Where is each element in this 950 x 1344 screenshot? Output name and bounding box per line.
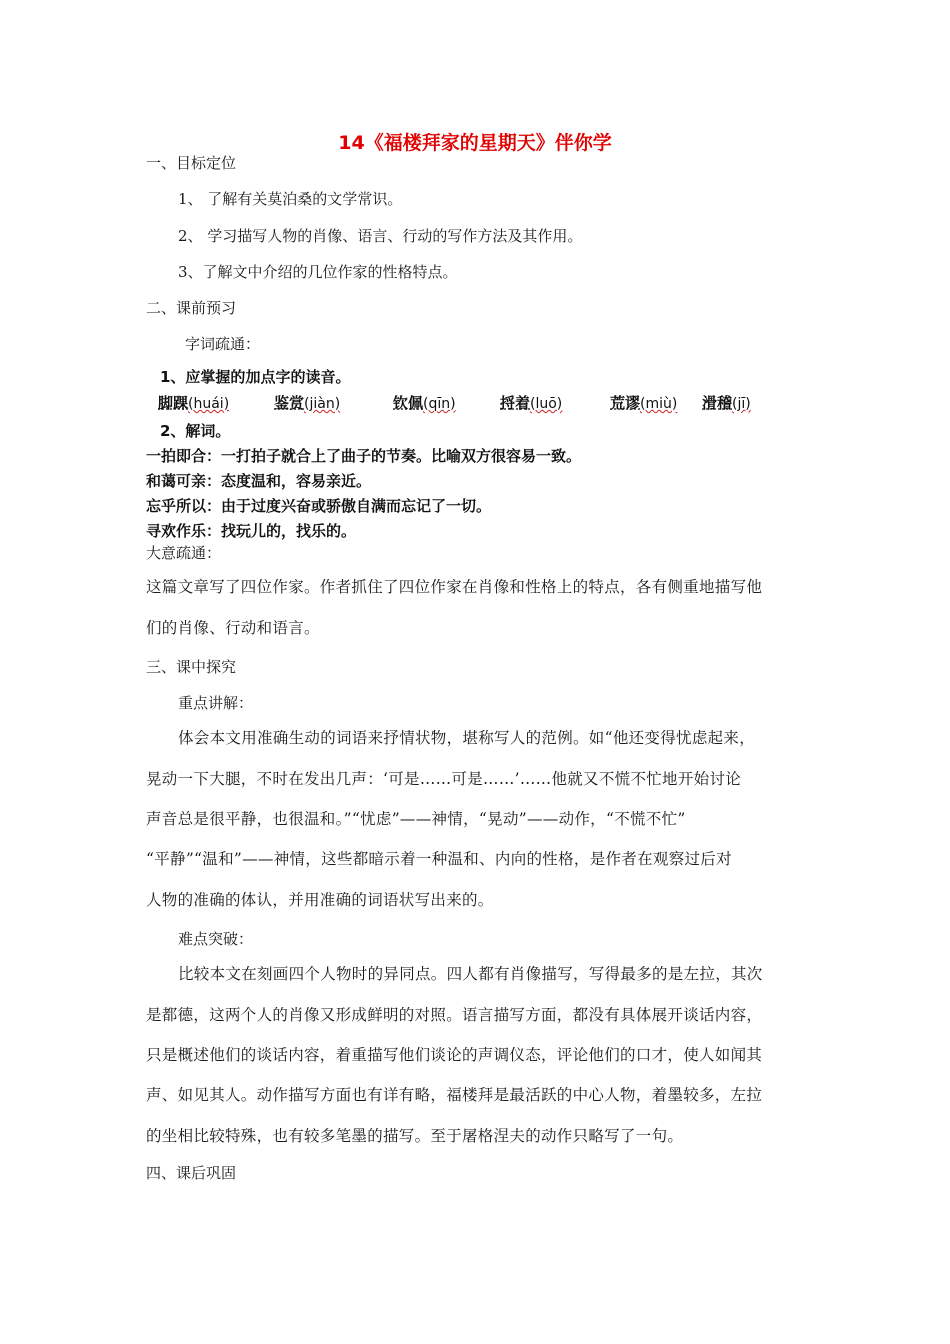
key-point-line: 人物的准确的体认，并用准确的词语状写出来的。: [146, 891, 494, 909]
vocab-char: 荒谬: [610, 394, 641, 412]
vocab-pinyin: (qīn): [423, 396, 456, 412]
subheading-vocab: 字词疏通：: [185, 335, 261, 353]
vocab-word: [610, 392, 677, 413]
definition-line: 一拍即合：一打拍子就合上了曲子的节奏。比喻双方很容易一致。: [146, 447, 582, 465]
section-heading-goals: 一、目标定位: [146, 154, 237, 172]
page-title: 14《福楼拜家的星期天》伴你学: [338, 132, 612, 154]
definition-line: 忘乎所以：由于过度兴奋或骄傲自满而忘记了一切。: [146, 497, 492, 515]
section-heading-preview: 二、课前预习: [146, 299, 237, 317]
section-heading-consolidate: 四、课后巩固: [146, 1164, 237, 1182]
vocab-pinyin: (jī): [732, 396, 751, 412]
vocab-pinyin: (jiàn): [304, 396, 341, 412]
vocab-char: 鉴赏: [274, 394, 305, 412]
subheading-summary: 大意疏通：: [146, 544, 222, 562]
key-point-line: “平静”“温和”——神情，这些都暗示着一种温和、内向的性格，是作者在观察过后对: [146, 850, 732, 868]
definition-line: 和蔼可亲：态度温和，容易亲近。: [146, 472, 372, 490]
vocab-item-pronunciation: 1、应掌握的加点字的读音。: [160, 368, 351, 386]
difficulty-line: 只是概述他们的谈话内容，着重描写他们谈论的声调仪态，评论他们的口才，使人如闻其: [146, 1046, 763, 1064]
vocab-pinyin: (luō): [530, 396, 563, 412]
difficulty-line: 声、如见其人。动作描写方面也有详有略，福楼拜是最活跃的中心人物，着墨较多，左拉: [146, 1086, 763, 1104]
definition-line: 寻欢作乐：找玩儿的，找乐的。: [146, 522, 357, 540]
goal-item: 2、 学习描写人物的肖像、语言、行动的写作方法及其作用。: [178, 227, 583, 245]
vocab-item-definitions: 2、解词。: [160, 422, 231, 440]
difficulty-line: 的坐相比较特殊，也有较多笔墨的描写。至于屠格涅夫的动作只略写了一句。: [146, 1127, 684, 1145]
vocab-pinyin: (huái): [188, 396, 230, 412]
subheading-key-points: 重点讲解：: [178, 694, 254, 712]
vocab-word: [500, 392, 562, 413]
goal-item: 1、 了解有关莫泊桑的文学常识。: [178, 190, 403, 208]
vocab-word: [702, 392, 751, 413]
goal-item: 3、了解文中介绍的几位作家的性格特点。: [178, 263, 458, 281]
vocab-char: 钦佩: [393, 394, 424, 412]
vocab-char: 滑稽: [702, 394, 733, 412]
vocab-char: 捋着: [500, 394, 531, 412]
vocab-word: [393, 392, 456, 413]
section-heading-explore: 三、课中探究: [146, 658, 237, 676]
vocab-word: [158, 392, 229, 413]
difficulty-line: 比较本文在刻画四个人物时的异同点。四人都有肖像描写，写得最多的是左拉，其次: [178, 965, 763, 983]
subheading-difficulties: 难点突破：: [178, 930, 254, 948]
vocab-word: [274, 392, 340, 413]
key-point-line: 声音总是很平静，也很温和。”“忧虑”——神情，“晃动”——动作，“不慌不忙”: [146, 810, 686, 828]
summary-line: 这篇文章写了四位作家。作者抓住了四位作家在肖像和性格上的特点，各有侧重地描写他: [146, 578, 763, 596]
key-point-line: 晃动一下大腿，不时在发出几声：‘可是……可是……’……他就又不慌不忙地开始讨论: [146, 770, 742, 788]
summary-line: 们的肖像、行动和语言。: [146, 619, 320, 637]
key-point-line: 体会本文用准确生动的词语来抒情状物，堪称写人的范例。如“他还变得忧虑起来，: [178, 729, 756, 747]
difficulty-line: 是都德，这两个人的肖像又形成鲜明的对照。语言描写方面，都没有具体展开谈话内容，: [146, 1006, 763, 1024]
vocab-char: 脚踝: [158, 394, 189, 412]
vocab-pinyin: (miù): [640, 396, 678, 412]
